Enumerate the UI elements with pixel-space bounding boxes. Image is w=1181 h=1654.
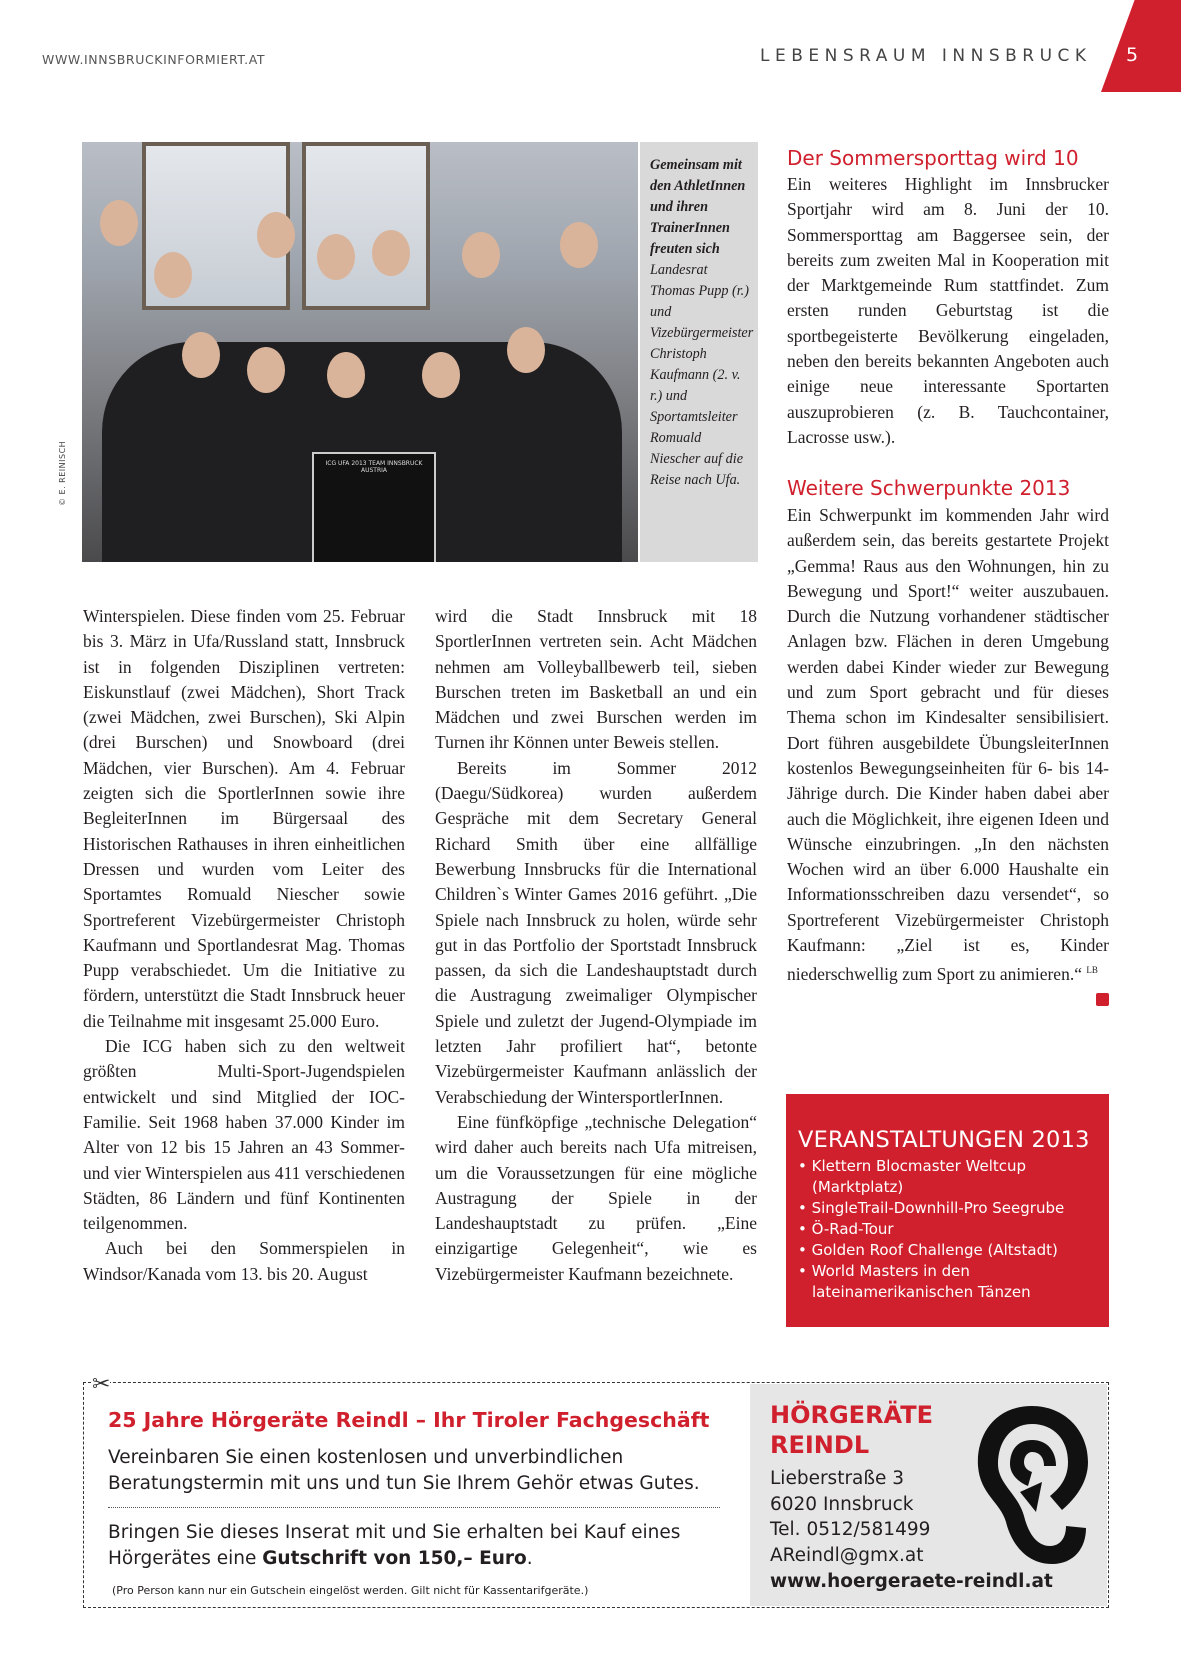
- person-head: [100, 200, 138, 246]
- ad-offer: [108, 1520, 748, 1572]
- paragraph: [787, 503, 1109, 987]
- team-jacket: [312, 452, 436, 562]
- person-head: [182, 332, 220, 378]
- list-item: • SingleTrail-Downhill-Pro Seegrube: [798, 1199, 1065, 1217]
- photo-caption: [650, 155, 752, 491]
- scissors-icon: ✂: [92, 1372, 111, 1397]
- photo-credit: © E. REINISCH: [58, 440, 67, 506]
- paragraph-text: Ein Schwerpunkt im kommenden Jahr wird außerdem sein, das bereits gestartete Projekt „Gemma! Raus aus den Wohnungen, hin zu Bewegung und Sport!“ weiter auszubauen. Durch die Nutzung vorhandener städtischer Anlagen bzw. Flächen in deren Umgebung werden dabei Kinder wieder zur Bewegung und zum Sport gebracht und für dieses Thema schon im Kindesalter sensibilisiert. Dort führen ausgebildete ÜbungsleiterInnen kostenlos Bewegungseinheiten für 6- bis 14-Jährige durch. Die Kinder haben dabei aber auch die Möglichkeit, ihre eigenen Ideen und Wünsche einzubringen. „In den nächsten Wochen wird an über 6.000 Haushalte ein Informationsschreiben dazu versendet“, so Sportreferent Vizebürgermeister Christoph Kaufmann: „Ziel ist es, Kinder niederschwellig zum Sport zu animieren.“: [787, 505, 1109, 985]
- phone[interactable]: Tel. 0512/581499: [770, 1519, 931, 1540]
- paragraph: Auch bei den Sommerspielen in Windsor/Kanada vom 13. bis 20. August: [83, 1238, 405, 1284]
- subheading-sommersporttag: Der Sommersporttag wird 10: [787, 146, 1079, 170]
- person-head: [372, 230, 410, 276]
- author-signature: LB: [1086, 965, 1098, 976]
- person-head: [422, 352, 460, 398]
- article-column-1: [83, 604, 405, 1287]
- list-item: • Klettern Blocmaster Weltcup (Marktplatz): [798, 1157, 1027, 1196]
- paragraph: Die ICG haben sich zu den weltweit größten Multi-Sport-Jugendspielen entwickelt und sind Mitglied der IOC-Familie. Seit 1968 haben 37.000 Kinder im Alter von 12 bis 15 Jahren an 43 Sommer- und vier Winterspielen aus 411 verschiedenen Städten, 86 Ländern und fünf Kontinenten teilgenommen.: [83, 1036, 405, 1234]
- person-head: [327, 352, 365, 398]
- subheading-schwerpunkte: Weitere Schwerpunkte 2013: [787, 476, 1071, 500]
- brand-line-1: HÖRGERÄTE: [770, 1401, 934, 1429]
- site-url[interactable]: WWW.INNSBRUCKINFORMIERT.AT: [42, 52, 266, 67]
- offer-amount: Gutschrift von 150,– Euro: [262, 1548, 527, 1569]
- events-list: [798, 1156, 1098, 1303]
- caption-bold: Gemeinsam mit den AthletInnen und ihren TrainerInnen freuten sich: [650, 157, 746, 257]
- paragraph: Ein weiteres Highlight im Innsbrucker Sportjahr wird am 8. Juni der 10. Sommersporttag am Baggersee sein, der bereits zum zweiten Mal in Kooperation mit der Marktgemeinde Rum stattfindet. Zum ersten runden Geburtstag ist die sportbegeisterte Bevölkerung eingeladen, neben den bereits bekannten Angeboten auch einige neue interessante Sportarten auszuprobieren (z. B. Tauchcontainer, Lacrosse usw.).: [787, 174, 1109, 447]
- person-head: [257, 212, 295, 258]
- offer-end: .: [526, 1548, 533, 1569]
- city: 6020 Innsbruck: [770, 1493, 914, 1515]
- ad-title: 25 Jahre Hörgeräte Reindl – Ihr Tiroler Fachgeschäft: [108, 1408, 710, 1432]
- end-mark: [1096, 993, 1109, 1006]
- person-head: [317, 234, 355, 280]
- dotted-divider: [108, 1507, 720, 1508]
- list-item: • Ö-Rad-Tour: [798, 1220, 894, 1238]
- person-head: [247, 347, 285, 393]
- events-title: VERANSTALTUNGEN 2013: [798, 1127, 1090, 1153]
- paragraph: Winterspielen. Diese finden vom 25. Februar bis 3. März in Ufa/Russland statt, Innsbruck ist in folgenden Disziplinen vertreten: Eiskunstlauf (zwei Mädchen), Short Track (zwei Mädchen, zwei Burschen), Ski Alpin (drei Burschen) und Snowboard (drei Mädchen, vier Burschen). Am 4. Februar zeigten sich die SportlerInnen sowie ihre BegleiterInnen im Bürgersaal des Historischen Rathauses in ihren einheitlichen Dressen und wurden vom Leiter des Sportamtes Romuald Niescher sowie Sportreferent Vizebürgermeister Christoph Kaufmann und Sportlandesrat Mag. Thomas Pupp verabschiedet. Um die Initiative zu fördern, unterstützt die Stadt Innsbruck heuer die Teilnahme mit insgesamt 25.000 Euro.: [83, 606, 405, 1031]
- ad-fineprint: (Pro Person kann nur ein Gutschein eingelöst werden. Gilt nicht für Kassentarifgeräte.): [112, 1584, 589, 1597]
- ear-icon: [970, 1400, 1092, 1570]
- shop-address: [770, 1466, 930, 1568]
- offer-text: Bringen Sie dieses Inserat mit und Sie erhalten bei Kauf eines Hörgerätes eine: [108, 1522, 681, 1569]
- section-title: LEBENSRAUM INNSBRUCK: [760, 46, 1092, 66]
- paragraph: Bereits im Sommer 2012 (Daegu/Südkorea) wurden außerdem Gespräche mit dem Secretary General Richard Smith über eine allfällige Bewerbung Innsbrucks für die International Children`s Winter Games 2016 geführt. „Die Spiele nach Innsbruck zu holen, würde sehr gut in das Portfolio der Sportstadt Innsbruck passen, da sich die Landeshauptstadt durch die Austragung zweimaliger Olympischer Spiele und zuletzt der Jugend-Olympiade im letzten Jahr profiliert hat“, betonte Vizebürgermeister Kaufmann anlässlich der Verabschiedung der WintersportlerInnen.: [435, 757, 757, 1107]
- person-head: [507, 327, 545, 373]
- events-box: [786, 1094, 1109, 1327]
- paragraph: wird die Stadt Innsbruck mit 18 SportlerInnen vertreten sein. Acht Mädchen nehmen am Volleyballbewerb teil, sieben Burschen treten im Basketball an und ein Mädchen und zwei Burschen werden im Turnen ihr Können unter Beweis stellen.: [435, 606, 757, 753]
- team-photo: [82, 142, 638, 562]
- article-column-2: [435, 604, 757, 1287]
- person-head: [154, 252, 192, 298]
- article-column-3b: [787, 503, 1109, 1006]
- person-head: [462, 232, 500, 278]
- paragraph: Eine fünfköpfige „technische Delegation“ wird daher auch bereits nach Ufa mitreisen, um die Voraussetzungen für eine mögliche Austragung der Spiele in der Landeshauptstadt zu prüfen. „Eine einzigartige Gelegenheit“, wie es Vizebürgermeister Kaufmann bezeichnete.: [435, 1111, 757, 1284]
- article-column-3a: [787, 172, 1109, 450]
- email-link[interactable]: AReindl@gmx.at: [770, 1544, 924, 1566]
- list-item: • World Masters in den lateinamerikanischen Tänzen: [798, 1262, 1031, 1301]
- page-number: 5: [1125, 44, 1139, 66]
- caption-text: Landesrat Thomas Pupp (r.) und Vizebürgermeister Christoph Kaufmann (2. v. r.) und Sportamtsleiter Romuald Niescher auf die Reise nach Ufa.: [650, 262, 754, 488]
- ad-text: Vereinbaren Sie einen kostenlosen und unverbindlichen Beratungstermin mit uns und tun Sie Ihrem Gehör etwas Gutes.: [108, 1447, 700, 1494]
- website-link[interactable]: www.hoergeraete-reindl.at: [770, 1571, 1053, 1592]
- street: Lieberstraße 3: [770, 1468, 905, 1489]
- list-item: • Golden Roof Challenge (Altstadt): [798, 1241, 1058, 1259]
- person-head: [560, 222, 598, 268]
- jacket-print: ICG UFA 2013 TEAM INNSBRUCK AUSTRIA: [325, 460, 423, 474]
- window-middle: [302, 142, 430, 310]
- brand-line-2: REINDL: [770, 1431, 870, 1459]
- shop-brand: [770, 1400, 933, 1460]
